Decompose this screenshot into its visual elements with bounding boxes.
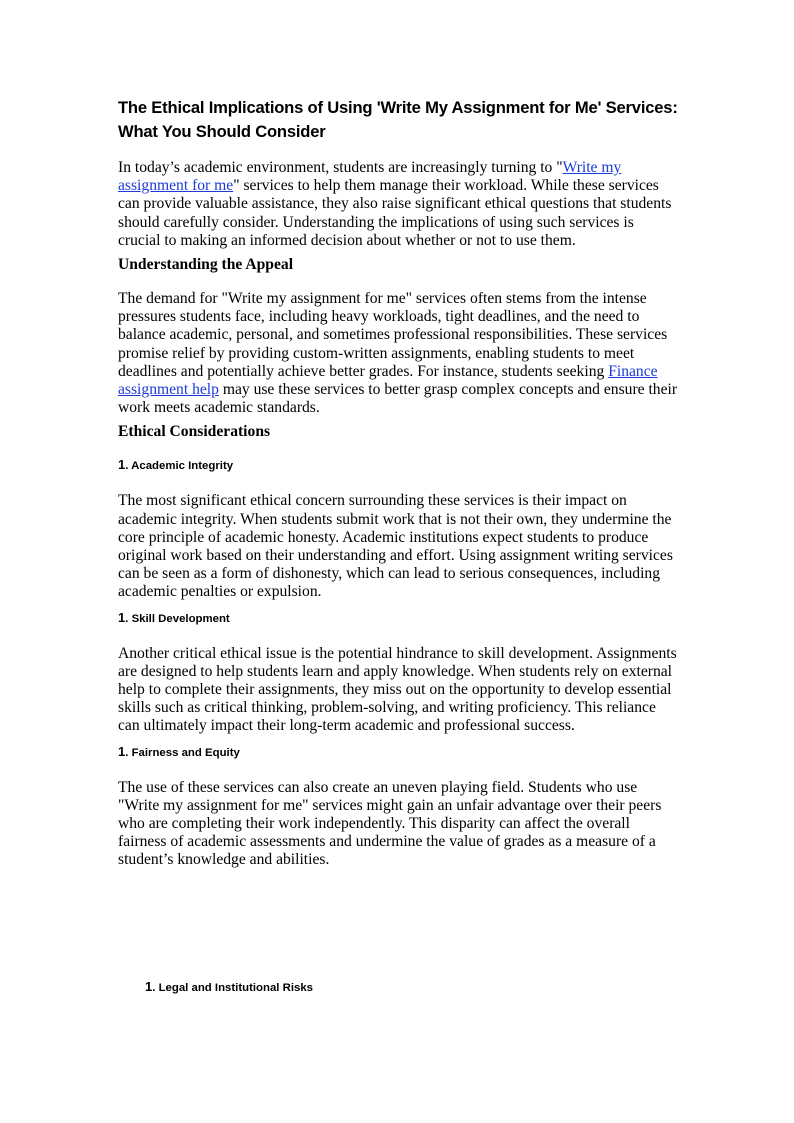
- intro-text-before: In today’s academic environment, students are increasingly turning to ": [118, 159, 563, 176]
- write-my-assignment-link[interactable]: Write my assignment for me: [118, 159, 622, 195]
- section-title: Fairness and Equity: [131, 746, 240, 759]
- fairness-equity-paragraph: The use of these services can also create an uneven playing field. Students who use "Write my assignment for me" services might gain an unfair advantage over their peers who are completing their work independently. This disparity can affect the overall fairness of academic assessments and undermine the value of grades as a measure of a student’s knowledge and abilities.: [118, 778, 662, 869]
- skill-development-paragraph: Another critical ethical issue is the potential hindrance to skill development. Assignments are designed to help students learn and apply knowledge. When students rely on external help to complete their assignments, they miss out on the opportunity to develop essential skills such as critical thinking, problem-solving, and writing proficiency. This reliance can ultimately impact their long-term academic and professional success.: [118, 644, 677, 735]
- intro-paragraph: [118, 159, 678, 250]
- section-title: Academic Integrity: [131, 460, 234, 473]
- document-page: [118, 96, 678, 870]
- section-number: 1: [118, 609, 126, 625]
- section-heading-legal-risks: 1. Legal and Institutional Risks: [145, 979, 314, 994]
- document-title: The Ethical Implications of Using 'Write My Assignment for Me' Services: What You Should Consider: [118, 98, 678, 141]
- section-heading-fairness-equity: 1. Fairness and Equity: [118, 743, 240, 759]
- section-number: 1: [118, 457, 126, 473]
- section-heading-academic-integrity: 1. Academic Integrity: [118, 457, 234, 473]
- appeal-text-before: The demand for "Write my assignment for me" services often stems from the intense pressures students face, including heavy workloads, tight deadlines, and the need to balance academic, personal, and sometimes professional responsibilities. These services promise relief by providing custom-written assignments, enabling students to meet deadlines and potentially achieve better grades. For instance, students seeking: [118, 290, 668, 380]
- section-number: 1: [118, 743, 126, 759]
- ethical-heading: Ethical Considerations: [118, 423, 271, 441]
- appeal-text-after: may use these services to better grasp complex concepts and ensure their work meets academic standards.: [118, 381, 678, 417]
- academic-integrity-paragraph: The most significant ethical concern surrounding these services is their impact on academic integrity. When students submit work that is not their own, they undermine the core principle of academic honesty. Academic institutions expect students to produce original work based on their understanding and effort. Using assignment writing services can be seen as a form of dishonesty, which can lead to serious consequences, including academic penalties or expulsion.: [118, 492, 673, 601]
- appeal-heading: Understanding the Appeal: [118, 256, 294, 274]
- section-title: Legal and Institutional Risks: [158, 982, 314, 994]
- appeal-paragraph: [118, 290, 678, 417]
- section-number: 1: [145, 979, 153, 994]
- section-title: Skill Development: [131, 612, 230, 625]
- section-heading-skill-development: 1. Skill Development: [118, 609, 230, 625]
- intro-text-after: " services to help them manage their workload. While these services can provide valuable assistance, they also raise significant ethical questions that students should carefully consider. Understanding the implications of using such services is crucial to making an informed decision about whether or not to use them.: [118, 177, 672, 249]
- finance-assignment-help-link[interactable]: Finance assignment help: [118, 362, 658, 399]
